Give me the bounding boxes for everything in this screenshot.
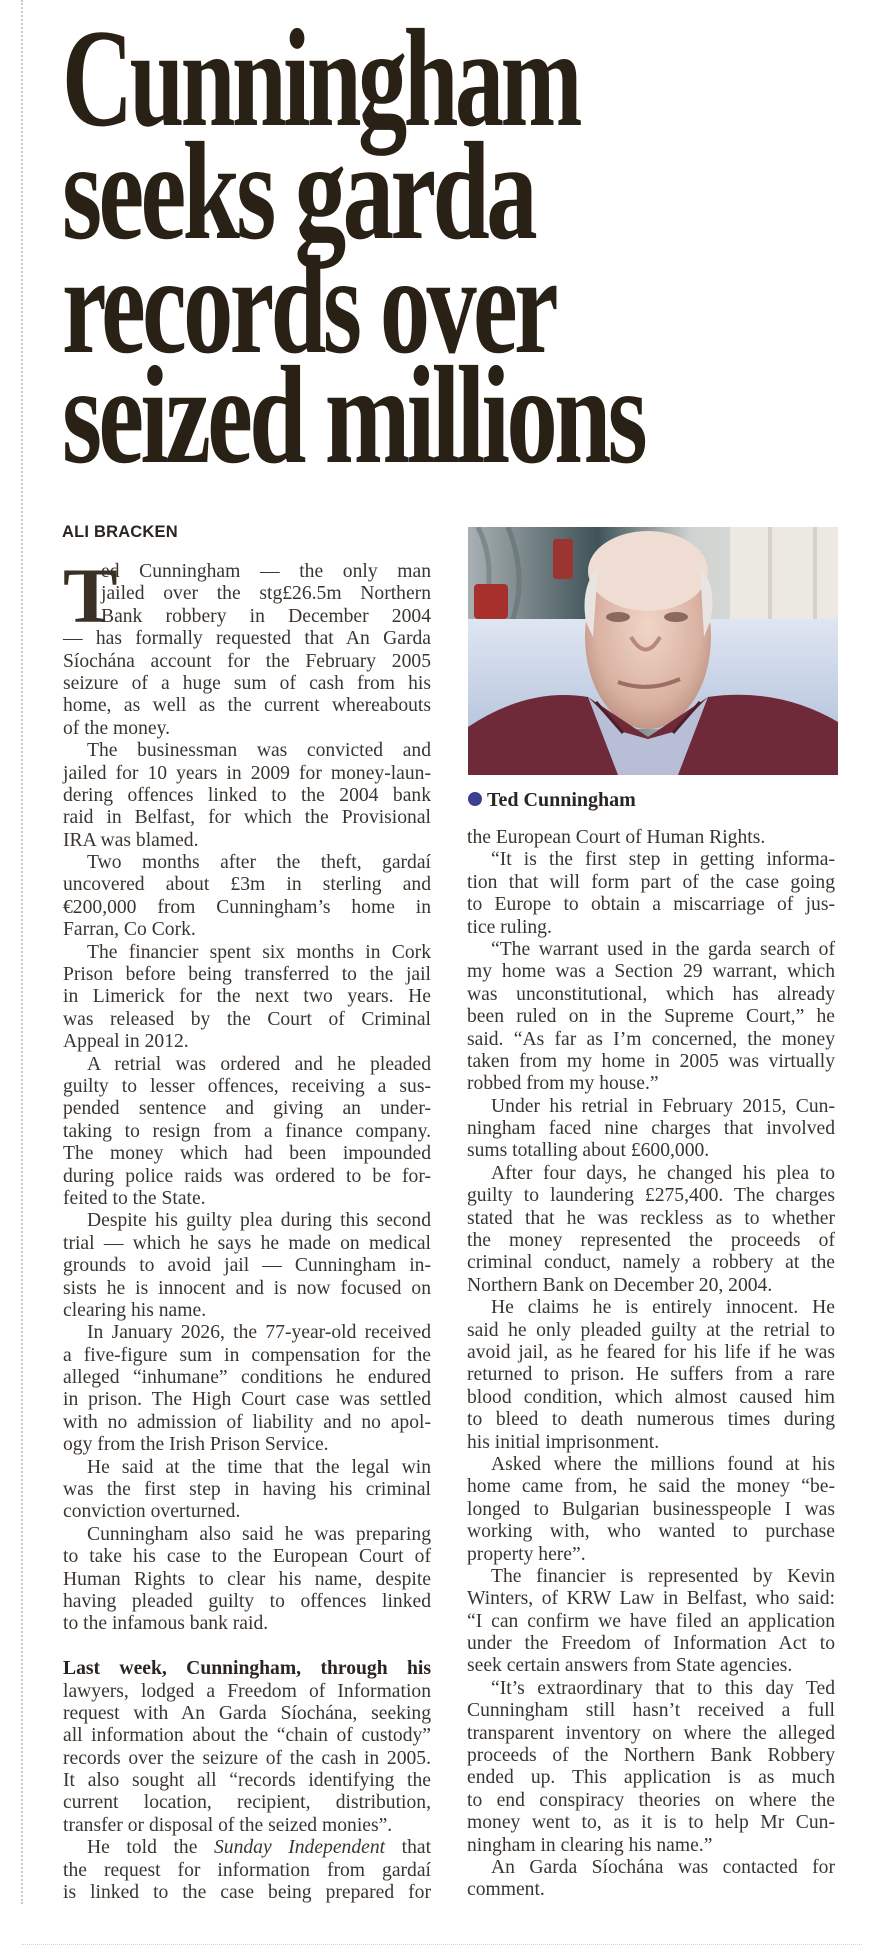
text-line: conviction overturned.	[63, 1501, 241, 1523]
text-line: money went to, as it is to help Mr Cun-	[467, 1812, 835, 1834]
paragraph	[467, 1566, 835, 1678]
text-line: “It’s extraordinary that to this day Ted	[491, 1677, 835, 1699]
text-line: “I can confirm we have filed an application	[467, 1610, 835, 1632]
text-line: comment.	[467, 1879, 545, 1901]
text-line: current location, recipient, distribution,	[63, 1792, 431, 1814]
photo-caption-text: Ted Cunningham	[487, 789, 636, 811]
text-line: guilty to laundering £275,400. The charges	[467, 1185, 835, 1207]
text-line: Winters, of KRW Law in Belfast, who said:	[467, 1588, 835, 1610]
text-line: sums totalling about £600,000.	[467, 1140, 710, 1162]
text-line: €200,000 from Cunningham’s home in	[63, 896, 431, 918]
text-line: stated that he was reckless as to whether	[467, 1207, 835, 1229]
headline-line: Cunningham	[62, 1, 579, 156]
paragraph	[63, 1837, 431, 1904]
text-line: “The warrant used in the garda search of	[491, 938, 835, 960]
text-line: Appeal in 2012.	[63, 1031, 189, 1053]
text-line: working with, who wanted to purchase	[467, 1521, 835, 1543]
text-line: ended up. This application is as much	[467, 1767, 835, 1789]
text-line: Cunningham still hasn’t received a full	[467, 1700, 835, 1722]
paragraph-lines	[63, 1681, 431, 1838]
text-line: pended sentence and giving an under-	[63, 1098, 431, 1120]
text-line: seizure of a huge sum of cash from his	[63, 672, 431, 694]
paragraph	[63, 1322, 431, 1456]
text-line: feited to the State.	[63, 1187, 206, 1209]
text-line: having pleaded guilty to offences linked	[63, 1590, 431, 1612]
text-line: said he only pleaded guilty at the retrial to	[467, 1319, 835, 1341]
text-line: Under his retrial in February 2015, Cun-	[491, 1095, 835, 1117]
text-line: uncovered about £3m in sterling and	[63, 874, 431, 896]
text-line: tion that will form part of the case going	[467, 871, 835, 893]
text-line: He claims he is entirely innocent. He	[491, 1297, 835, 1319]
text-line-lead: Last week, Cunningham, through his	[63, 1658, 431, 1680]
text-line: guilty to lesser offences, receiving a sus-	[63, 1075, 431, 1097]
text-line: avoid jail, as he feared for his life if he was	[467, 1341, 835, 1363]
paragraph	[63, 1457, 431, 1524]
text-line: taking to resign from a finance company.	[63, 1120, 431, 1142]
text-line: to Europe to obtain a miscarriage of jus-	[467, 894, 835, 916]
text-line: The financier spent six months in Cork	[87, 941, 431, 963]
text-fragment: that	[385, 1837, 432, 1859]
text-line: Farran, Co Cork.	[63, 919, 196, 941]
text-line: robbed from my house.”	[467, 1073, 659, 1095]
text-fragment: He told the	[87, 1837, 214, 1859]
paragraph	[63, 552, 431, 740]
text-line: to end conspiracy theories on where the	[467, 1789, 835, 1811]
article-body-right-column	[467, 827, 835, 1902]
text-line: The financier is represented by Kevin	[491, 1565, 835, 1587]
text-line: Despite his guilty plea during this second	[87, 1210, 431, 1232]
text-line: trial — which he says he made on medical	[63, 1232, 431, 1254]
text-line: proceeds of the Northern Bank Robbery	[467, 1745, 835, 1767]
text-line: all information about the “chain of custody”	[63, 1725, 431, 1747]
bullet-icon	[468, 792, 482, 806]
text-line: The money which had been impounded	[63, 1143, 431, 1165]
paragraph	[467, 939, 835, 1096]
text-line: ogy from the Irish Prison Service.	[63, 1434, 329, 1456]
text-line: said. “As far as I’m concerned, the money	[467, 1028, 835, 1050]
text-line: to bleed to death numerous times during	[467, 1409, 835, 1431]
text-line: blood condition, which almost caused him	[467, 1386, 835, 1408]
photo-caption	[468, 789, 636, 812]
text-line: his initial imprisonment.	[467, 1431, 660, 1453]
text-line	[63, 1837, 431, 1859]
text-line: longed to Bulgarian businesspeople I was	[467, 1498, 835, 1520]
text-line: grounds to avoid jail — Cunningham in-	[63, 1255, 431, 1277]
text-line: IRA was blamed.	[63, 829, 199, 851]
publication-name: Sunday Independent	[213, 1837, 386, 1859]
paragraph	[63, 1054, 431, 1211]
text-line: request with An Garda Síochána, seeking	[63, 1702, 431, 1724]
text-line: dering offences linked to the 2004 bank	[63, 784, 431, 806]
headline-line: seized millions	[62, 338, 644, 493]
text-line: jailed for 10 years in 2009 for money-laun-	[63, 762, 431, 784]
page-bottom-rule	[22, 1944, 862, 1945]
text-line: my home was a Section 29 warrant, which	[467, 961, 835, 983]
text-line: was unconstitutional, which has already	[467, 983, 835, 1005]
text-line: He said at the time that the legal win	[87, 1456, 431, 1478]
text-line: Human Rights to clear his name, despite	[63, 1568, 431, 1590]
portrait-photo	[468, 527, 838, 775]
text-line: a five-figure sum in compensation for the	[63, 1344, 431, 1366]
text-line: home came from, he said the money “be-	[467, 1476, 835, 1498]
portrait-photo-icon	[468, 527, 838, 775]
text-line: Síochána account for the February 2005	[63, 650, 431, 672]
text-line: jailed over the stg£26.5m Northern	[101, 583, 431, 605]
section-gap	[63, 1636, 431, 1658]
text-line: It also sought all “records identifying the	[63, 1770, 431, 1792]
text-line: A retrial was ordered and he pleaded	[87, 1053, 431, 1075]
text-line: records over the seizure of the cash in 2005.	[63, 1747, 431, 1769]
paragraph	[63, 740, 431, 852]
text-line: Asked where the millions found at his	[491, 1453, 835, 1475]
text-line: seek certain answers from State agencies.	[467, 1655, 793, 1677]
paragraph	[63, 1658, 431, 1837]
paragraph	[467, 1454, 835, 1566]
text-line: lawyers, lodged a Freedom of Information	[63, 1680, 431, 1702]
text-line: during police raids was ordered to be for-	[63, 1165, 431, 1187]
paragraph	[63, 942, 431, 1054]
text-line: to take his case to the European Court of	[63, 1546, 431, 1568]
text-line: raid in Belfast, for which the Provisional	[63, 807, 431, 829]
paragraph	[467, 849, 835, 939]
article-body-left-column	[63, 552, 432, 1904]
text-line: was the first step in having his criminal	[63, 1479, 431, 1501]
paragraph	[467, 1678, 835, 1857]
text-line: ningham in clearing his name.”	[467, 1834, 713, 1856]
paragraph	[63, 1524, 431, 1636]
text-line: transfer or disposal of the seized monies”.	[63, 1814, 393, 1836]
text-line: property here”.	[467, 1543, 586, 1565]
paragraph	[467, 827, 835, 849]
text-line: Cunningham also said he was preparing	[87, 1523, 431, 1545]
text-line: the European Court of Human Rights.	[467, 827, 766, 848]
text-line: ningham faced nine charges that involved	[467, 1118, 835, 1140]
text-line: with no admission of liability and no apol-	[63, 1411, 431, 1433]
text-line: alleged “inhumane” conditions he endured	[63, 1367, 431, 1389]
text-line: taken from my home in 2005 was virtually	[467, 1050, 835, 1072]
text-line: The businessman was convicted and	[87, 740, 431, 762]
paragraph	[467, 1096, 835, 1163]
text-line: — has formally requested that An Garda	[63, 628, 431, 650]
text-line: returned to prison. He suffers from a rare	[467, 1364, 835, 1386]
text-line: to the infamous bank raid.	[63, 1613, 269, 1635]
paragraph	[467, 1857, 835, 1902]
text-line: of the money.	[63, 717, 171, 739]
text-line: was released by the Court of Criminal	[63, 1008, 431, 1030]
text-line: ed Cunningham — the only man	[101, 561, 431, 582]
text-line: After four days, he changed his plea to	[491, 1162, 835, 1184]
text-line: in prison. The High Court case was settled	[63, 1389, 431, 1411]
paragraph	[63, 852, 431, 942]
headline-line: records over	[62, 228, 555, 383]
drop-cap: T	[63, 552, 118, 639]
headline-line: seeks garda	[62, 114, 534, 269]
text-line: clearing his name.	[63, 1299, 207, 1321]
paragraph	[467, 1163, 835, 1297]
text-line: tice ruling.	[467, 916, 552, 938]
text-line: home, as well as the current whereabouts	[63, 695, 431, 717]
text-line: An Garda Síochána was contacted for	[491, 1856, 835, 1878]
text-line: Bank robbery in December 2004	[101, 605, 431, 627]
column-rule	[21, 0, 23, 1904]
byline: ALI BRACKEN	[62, 523, 178, 541]
text-line: “It is the first step in getting informa-	[491, 849, 835, 871]
text-line: the request for information from gardaí	[63, 1859, 431, 1881]
text-line: under the Freedom of Information Act to	[467, 1633, 835, 1655]
text-line: is linked to the case being prepared for	[63, 1882, 431, 1904]
text-line: In January 2026, the 77-year-old received	[87, 1322, 431, 1344]
text-line: criminal conduct, namely a robbery at the	[467, 1252, 835, 1274]
text-line: been ruled on in the Supreme Court,” he	[467, 1006, 835, 1028]
text-line: sists he is innocent and is now focused on	[63, 1277, 431, 1299]
text-line: Two months after the theft, gardaí	[87, 852, 431, 874]
text-line: in Limerick for the next two years. He	[63, 986, 431, 1008]
paragraph-lines	[63, 1860, 431, 1905]
paragraph	[63, 1210, 431, 1322]
paragraph	[467, 1297, 835, 1454]
text-line: the money represented the proceeds of	[467, 1230, 835, 1252]
text-line: Northern Bank on December 20, 2004.	[467, 1274, 773, 1296]
text-line: Prison before being transferred to the jail	[63, 964, 431, 986]
text-line: transparent inventory on where the alleged	[467, 1722, 835, 1744]
